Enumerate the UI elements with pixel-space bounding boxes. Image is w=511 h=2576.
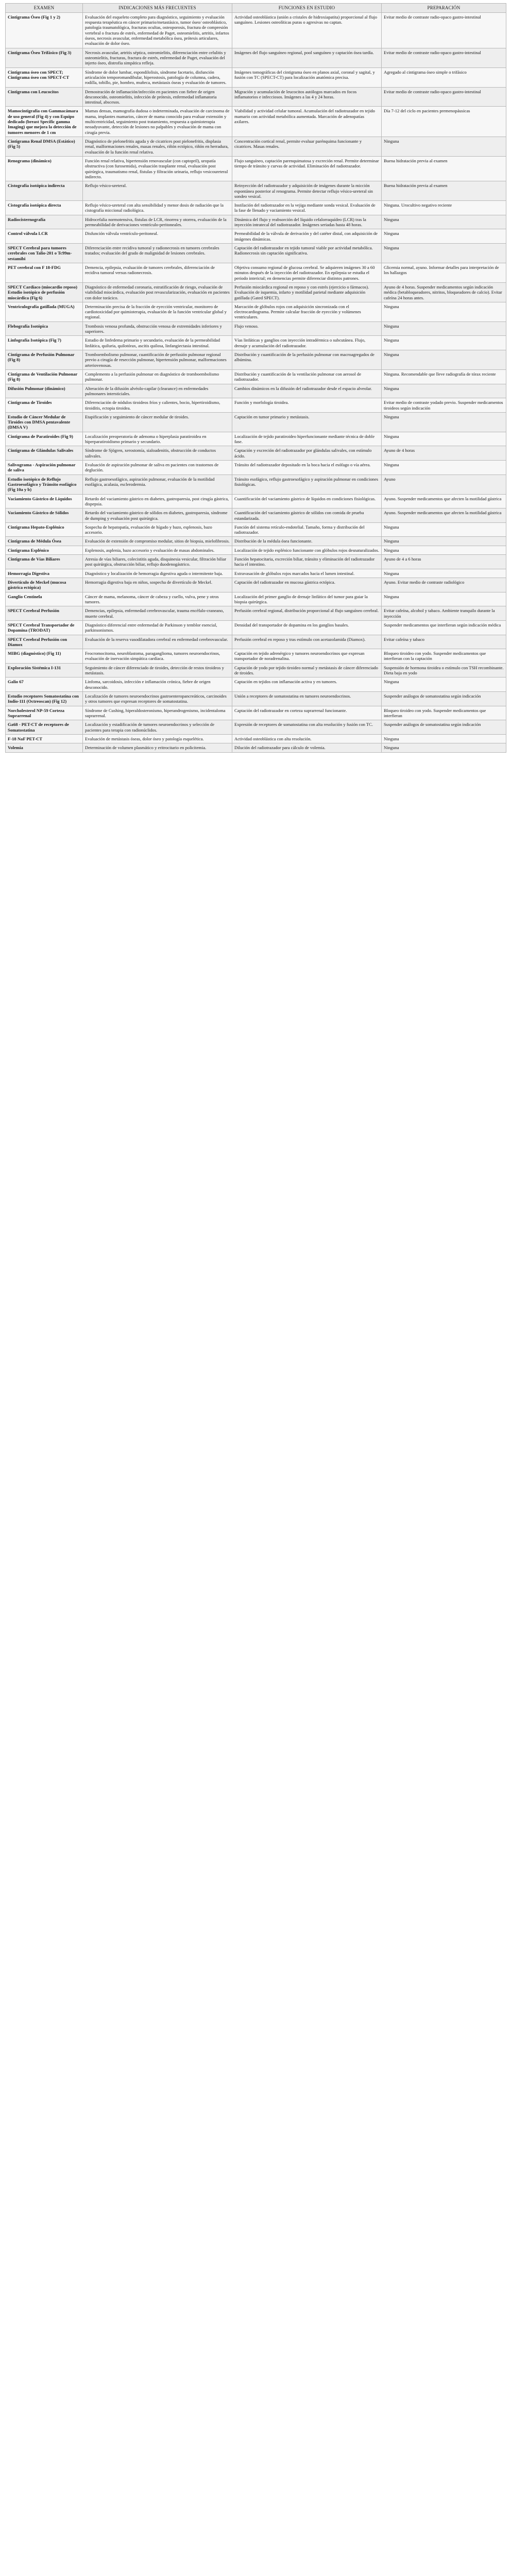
cell-preparation: Evitar cafeína y tabaco bbox=[382, 635, 506, 649]
table-row bbox=[6, 606, 506, 621]
cell-exam: SPECT Cerebral para tumores cerebrales con Talio-201 o Tc99m-sestamibi bbox=[6, 244, 83, 263]
cell-indications: Reflujo vésico-ureteral. bbox=[83, 181, 232, 201]
cell-preparation: Ninguna. Urocultivo negativo reciente bbox=[382, 201, 506, 215]
cell-indications: Diagnóstico y localización de hemorragia digestiva aguda o intermitente baja. bbox=[83, 569, 232, 578]
cell-indications: Seguimiento de cáncer diferenciado de tiroides, detección de restos tiroideos y metástasis. bbox=[83, 663, 232, 677]
cell-preparation: Suspensión de hormona tiroidea o estímulo con TSH recombinante. Dieta baja en yodo bbox=[382, 663, 506, 677]
cell-functions: Unión a receptores de somatostatina en tumores neuroendocrinos. bbox=[232, 692, 382, 706]
cell-exam: Cintigrama con Leucocitos bbox=[6, 87, 83, 107]
table-row bbox=[6, 743, 506, 752]
cell-functions: Localización de tejido paratiroideo hiperfuncionante mediante técnica de doble fase. bbox=[232, 432, 382, 446]
cell-functions: Actividad osteoblástica (unión a cristales de hidroxiapatita) proporcional al flujo sanguíneo. Lesiones osteolíticas puras o agresivas no captan. bbox=[232, 12, 382, 48]
cell-exam: F-18 NaF PET-CT bbox=[6, 734, 83, 743]
cell-functions: Distribución y cuantificación de la ventilación pulmonar con aerosol de radiotrazador. bbox=[232, 369, 382, 384]
cell-indications: Demostración de inflamación/infección en pacientes con fiebre de origen desconocido, osteomielitis, infección de prótesis, enfermedad inflamatoria intestinal, abscesos. bbox=[83, 87, 232, 107]
cell-preparation: Ayuno bbox=[382, 474, 506, 494]
cell-preparation: Ayuno de 4 horas. Suspender medicamentos según indicación médica (betabloqueadores, nitritos, bloqueadores de calcio). Evitar cafeína 24 horas antes. bbox=[382, 282, 506, 302]
table-row bbox=[6, 282, 506, 302]
cell-functions: Actividad osteoblástica con alta resolución. bbox=[232, 734, 382, 743]
cell-functions: Concentración cortical renal, permite evaluar parénquima funcionante y cicatrices. Masas renales. bbox=[232, 137, 382, 157]
cell-indications: Alteración de la difusión alvéolo-capilar (clearance) en enfermedades pulmonares intersticiales. bbox=[83, 384, 232, 398]
cell-exam: Hemorragia Digestiva bbox=[6, 569, 83, 578]
cell-preparation: Ayuno de 4 a 6 horas bbox=[382, 555, 506, 569]
cell-exam: Difusión Pulmonar (dinámico) bbox=[6, 384, 83, 398]
cell-functions: Captación del radiotrazador en corteza suprarrenal funcionante. bbox=[232, 706, 382, 720]
cell-functions: Migración y acumulación de leucocitos autólogos marcados en focos inflamatorios e infecciosos. Imágenes a las 4 y 24 horas. bbox=[232, 87, 382, 107]
table-row bbox=[6, 555, 506, 569]
table-row bbox=[6, 474, 506, 494]
cell-functions: Imágenes tomográficas del cintigrama óseo en planos axial, coronal y sagital, y fusión con TC (SPECT-CT) para localización anatómica precisa. bbox=[232, 67, 382, 87]
table-row bbox=[6, 569, 506, 578]
cell-indications: Evaluación del esqueleto completo para diagnóstico, seguimiento y evaluación respuesta terapéutica en cáncer primario/metastásico, tumor óseo/ osteoblástico, patología traumatológica, fracturas ocultas, osteoporosis, fractura de compresión vertebral o fractura de estrés, enfermedad de Paget, osteomielitis, artritis, infartos óseos, necrosis avascular, enfermedad metabólica ósea, prótesis articulares, evaluación de dolor óseo. bbox=[83, 12, 232, 48]
cell-indications: Esplenosis, asplenia, bazo accesorio y evaluación de masas abdominales. bbox=[83, 546, 232, 554]
cell-exam: Cintigrama de Ventilación Pulmonar (Fig 8) bbox=[6, 369, 83, 384]
cell-functions: Tránsito esofágico, reflujo gastroesofágico y aspiración pulmonar en condiciones fisiológicas. bbox=[232, 474, 382, 494]
cell-indications: Localización de tumores neuroendocrinos gastroenteropancreáticos, carcinoides y otros tumores que expresan receptores de somatostatina. bbox=[83, 692, 232, 706]
table-body bbox=[6, 12, 506, 752]
cell-preparation: Ayuno de 4 horas bbox=[382, 446, 506, 461]
table-row bbox=[6, 649, 506, 664]
table-row bbox=[6, 244, 506, 263]
cell-indications: Feocromocitoma, neuroblastoma, paraganglioma, tumores neuroendocrinos, evaluación de inervación simpática cardíaca. bbox=[83, 649, 232, 664]
table-row bbox=[6, 48, 506, 67]
table-row bbox=[6, 107, 506, 137]
cell-exam: Divertículo de Meckel (mucosa gástrica ectópica) bbox=[6, 578, 83, 592]
cell-functions: Imágenes del flujo sanguíneo regional, pool sanguíneo y captación ósea tardía. bbox=[232, 48, 382, 67]
cell-indications: Necrosis avascular, artritis séptica, osteomielitis, diferenciación entre celulitis y osteomielitis, fracturas, fractura de estrés, enfermedad de Paget, evaluación del injerto óseo, distrofia simpática refleja. bbox=[83, 48, 232, 67]
cell-preparation: Ninguna bbox=[382, 461, 506, 475]
cell-functions: Viabilidad y actividad celular tumoral. Acumulación del radiotrazador en tejido mamario con actividad metabólica aumentada. Marcación de adenopatías axilares. bbox=[232, 107, 382, 137]
cell-preparation: Ninguna bbox=[382, 350, 506, 370]
cell-preparation: Ninguna bbox=[382, 677, 506, 692]
header-indications: INDICACIONES MÁS FRECUENTES bbox=[83, 4, 232, 13]
cell-exam: Cintigrama Renal DMSA (Estático) (Fig 5) bbox=[6, 137, 83, 157]
cell-exam: MIBG (diagnóstico) (Fig 11) bbox=[6, 649, 83, 664]
cell-preparation: Evitar medio de contraste radio-opaco gastro-intestinal bbox=[382, 12, 506, 48]
cell-indications: Síndrome de dolor lumbar, espondilolisis, síndrome facetario, disfunción articulación temporomandibular, hiperostosis, patología de columna, cadera, rodilla, tobillo, pie, hombro, muñeca, metástasis óseas y evaluación de tumores. bbox=[83, 67, 232, 87]
cell-exam: Cintigrama Esplénico bbox=[6, 546, 83, 554]
cell-functions: Densidad del transportador de dopamina en los ganglios basales. bbox=[232, 620, 382, 635]
cell-indications: Diferenciación entre recidiva tumoral y radionecrosis en tumores cerebrales tratados; evaluación del grado de malignidad de lesiones cerebrales. bbox=[83, 244, 232, 263]
cell-indications: Síndrome de Sjögren, xerostomía, sialoadenitis, obstrucción de conductos salivales. bbox=[83, 446, 232, 461]
cell-functions: Función del sistema retículo-endotelial. Tamaño, forma y distribución del radiotrazador. bbox=[232, 522, 382, 537]
cell-functions: Perfusión miocárdica regional en reposo y con estrés (ejercicio o fármacos). Evaluación de isquemia, infarto y motilidad parietal mediante adquisición gatillada (Gated SPECT). bbox=[232, 282, 382, 302]
cell-indications: Síndrome de Cushing, hiperaldosteronismo, hiperandrogenismo, incidentaloma suprarrenal. bbox=[83, 706, 232, 720]
table-row bbox=[6, 720, 506, 735]
table-row bbox=[6, 546, 506, 554]
table-row bbox=[6, 432, 506, 446]
cell-exam: Ganglio Centinela bbox=[6, 592, 83, 606]
cell-indications: Evaluación de la reserva vasodilatadora cerebral en enfermedad cerebrovascular. bbox=[83, 635, 232, 649]
cell-exam: Cistografía isotópica indirecta bbox=[6, 181, 83, 201]
cell-functions: Localización del primer ganglio de drenaje linfático del tumor para guiar la biopsia quirúrgica. bbox=[232, 592, 382, 606]
cell-indications: Etapificación y seguimiento de cáncer medular de tiroides. bbox=[83, 412, 232, 432]
table-row bbox=[6, 87, 506, 107]
cell-exam: Ventriculografía gatillada (MUGA) bbox=[6, 302, 83, 321]
table-row bbox=[6, 181, 506, 201]
cell-indications: Sospecha de hepatopatía, evaluación de hígado y bazo, esplenosis, bazo accesorio. bbox=[83, 522, 232, 537]
table-row bbox=[6, 537, 506, 546]
cell-functions: Marcación de glóbulos rojos con adquisición sincronizada con el electrocardiograma. Permite calcular fracción de eyección y volúmenes ventriculares. bbox=[232, 302, 382, 321]
cell-functions: Perfusión cerebral en reposo y tras estímulo con acetazolamida (Diamox). bbox=[232, 635, 382, 649]
table-row bbox=[6, 677, 506, 692]
cell-indications: Demencia, epilepsia, evaluación de tumores cerebrales, diferenciación de recidiva tumoral versus radionecrosis. bbox=[83, 263, 232, 282]
cell-exam: Cintigrama de Tiroides bbox=[6, 398, 83, 413]
cell-exam: Estudio de Cáncer Medular de Tiroides con DMSA pentavalente (DMSA V) bbox=[6, 412, 83, 432]
cell-preparation: Suspender medicamentos que interfieran según indicación médica bbox=[382, 620, 506, 635]
cell-preparation: Ninguna bbox=[382, 229, 506, 244]
table-row bbox=[6, 522, 506, 537]
cell-exam: Volemia bbox=[6, 743, 83, 752]
table-row bbox=[6, 336, 506, 350]
cell-exam: Linfografía Isotópica (Fig 7) bbox=[6, 336, 83, 350]
cell-exam: Cintigrama óseo con SPECT; Cintigrama óseo con SPECT-CT bbox=[6, 67, 83, 87]
cell-preparation: Evitar cafeína, alcohol y tabaco. Ambiente tranquilo durante la inyección bbox=[382, 606, 506, 621]
table-row bbox=[6, 398, 506, 413]
table-row bbox=[6, 350, 506, 370]
cell-functions: Captación de yodo por tejido tiroideo normal y metástasis de cáncer diferenciado de tiroides. bbox=[232, 663, 382, 677]
cell-exam: Exploración Sistémica I-131 bbox=[6, 663, 83, 677]
table-row bbox=[6, 215, 506, 229]
cell-preparation: Agregado al cintigrama óseo simple o trifásico bbox=[382, 67, 506, 87]
cell-exam: Norcholesterol NP-59 Corteza Suprarrenal bbox=[6, 706, 83, 720]
cell-functions: Instilación del radiotrazador en la vejiga mediante sonda vesical. Evaluación de la fase de llenado y vaciamiento vesical. bbox=[232, 201, 382, 215]
header-row bbox=[6, 4, 506, 13]
cell-functions: Flujo venoso. bbox=[232, 321, 382, 336]
cell-exam: SPECT Cerebral Perfusión bbox=[6, 606, 83, 621]
table-row bbox=[6, 201, 506, 215]
cell-functions: Tránsito del radiotrazador depositado en la boca hacia el esófago o vía aérea. bbox=[232, 461, 382, 475]
cell-exam: Cintigrama de Vías Biliares bbox=[6, 555, 83, 569]
cell-functions: Flujo sanguíneo, captación parenquimatosa y excreción renal. Permite determinar tiempo de tránsito y curvas de actividad. Eliminación del radiotrazador. bbox=[232, 156, 382, 181]
cell-indications: Diferenciación de nódulos tiroideos fríos y calientes, bocio, hipertiroidismo, tiroiditis, ectopia tiroidea. bbox=[83, 398, 232, 413]
cell-preparation: Glicemia normal, ayuno. Informar detalles para interpretación de los hallazgos bbox=[382, 263, 506, 282]
table-row bbox=[6, 734, 506, 743]
cell-preparation: Ninguna bbox=[382, 412, 506, 432]
cell-indications: Localización preoperatoria de adenoma o hiperplasia paratiroidea en hiperparatiroidismo primario y secundario. bbox=[83, 432, 232, 446]
cell-indications: Reflujo vésico-ureteral con alta sensibilidad y menor dosis de radiación que la cistografía miccional radiológica. bbox=[83, 201, 232, 215]
cell-functions: Distribución y cuantificación de la perfusión pulmonar con macroagregados de albúmina. bbox=[232, 350, 382, 370]
cell-preparation: Evitar medio de contraste yodado previo. Suspender medicamentos tiroideos según indicación bbox=[382, 398, 506, 413]
cell-exam: Mamocintigrafía con Gammacámara de uso general (Fig 4) y con Equipo dedicado (breast Specific gamma Imaging) que mejora la detección de tumores menores de 1 cm bbox=[6, 107, 83, 137]
cell-indications: Hemorragia digestiva baja en niños, sospecha de divertículo de Meckel. bbox=[83, 578, 232, 592]
cell-indications: Trombosis venosa profunda, obstrucción venosa de extremidades inferiores y superiores. bbox=[83, 321, 232, 336]
cell-exam: Estudio receptores Somatostatina con Indio-111 (Octreoscan) (Fig 12) bbox=[6, 692, 83, 706]
cell-indications: Estudio de linfedema primario y secundario, evaluación de la permeabilidad linfática, quiluria, quilotórax, ascitis quilosa, linfangiectasia intestinal. bbox=[83, 336, 232, 350]
cell-exam: Galio 67 bbox=[6, 677, 83, 692]
cell-preparation: Ninguna. Recomendable que lleve radiografía de tórax reciente bbox=[382, 369, 506, 384]
cell-preparation: Bloqueo tiroideo con yodo. Suspender medicamentos que interfieran bbox=[382, 706, 506, 720]
cell-preparation: Ninguna bbox=[382, 244, 506, 263]
cell-exam: Radiocisternografía bbox=[6, 215, 83, 229]
cell-functions: Dilución del radiotrazador para cálculo de volemia. bbox=[232, 743, 382, 752]
cell-exam: Ga68 - PET-CT de receptores de Somatostatina bbox=[6, 720, 83, 735]
table-row bbox=[6, 635, 506, 649]
table-row bbox=[6, 67, 506, 87]
cell-indications: Diagnóstico de enfermedad coronaria, estratificación de riesgo, evaluación de viabilidad miocárdica, evaluación post revascularización, evaluación en pacientes con dolor torácico. bbox=[83, 282, 232, 302]
cell-exam: Flebografía Isotópica bbox=[6, 321, 83, 336]
cell-indications: Disfunción válvula ventrículo-peritoneal. bbox=[83, 229, 232, 244]
table-row bbox=[6, 706, 506, 720]
cell-preparation: Día 7-12 del ciclo en pacientes premenopáusicas bbox=[382, 107, 506, 137]
cell-functions: Cuantificación del vaciamiento gástrico de líquidos en condiciones fisiológicas. bbox=[232, 494, 382, 509]
cell-exam: Cintigrama Óseo (Fig 1 y 2) bbox=[6, 12, 83, 48]
header-preparation: PREPARACIÓN bbox=[382, 4, 506, 13]
cell-functions: Función hepatocitaria, excreción biliar, tránsito y eliminación del radiotrazador hacia el intestino. bbox=[232, 555, 382, 569]
cell-preparation: Ayuno. Suspender medicamentos que afecten la motilidad gástrica bbox=[382, 494, 506, 509]
table-row bbox=[6, 229, 506, 244]
cell-functions: Captación del radiotrazador en tejido tumoral viable por actividad metabólica. Radionecrosis sin captación significativa. bbox=[232, 244, 382, 263]
table-row bbox=[6, 12, 506, 48]
cell-preparation: Suspender análogos de somatostatina según indicación bbox=[382, 720, 506, 735]
cell-exam: Estudio isotópico de Reflujo Gastroesofágico y Tránsito esofágico (Fig 10a y b) bbox=[6, 474, 83, 494]
cell-indications: Linfoma, sarcoidosis, infección e inflamación crónica, fiebre de origen desconocido. bbox=[83, 677, 232, 692]
cell-functions: Cuantificación del vaciamiento gástrico de sólidos con comida de prueba estandarizada. bbox=[232, 509, 382, 523]
cell-preparation: Ninguna bbox=[382, 384, 506, 398]
cell-indications: Atresia de vías biliares, colecistitis aguda, disquinesia vesicular, filtración biliar post quirúrgica, obstrucción biliar, reflujo duodenogástrico. bbox=[83, 555, 232, 569]
cell-functions: Extravasación de glóbulos rojos marcados hacia el lumen intestinal. bbox=[232, 569, 382, 578]
cell-exam: Renograma (dinámico) bbox=[6, 156, 83, 181]
cell-preparation: Ninguna bbox=[382, 336, 506, 350]
cell-exam: SPECT Cardíaco (miocardio reposo) Estudio isotópico de perfusión miocárdica (Fig 6) bbox=[6, 282, 83, 302]
cell-preparation: Ayuno. Suspender medicamentos que afecten la motilidad gástrica bbox=[382, 509, 506, 523]
table-row bbox=[6, 384, 506, 398]
exams-table bbox=[5, 3, 506, 753]
cell-functions: Perfusión cerebral regional, distribución proporcional al flujo sanguíneo cerebral. bbox=[232, 606, 382, 621]
cell-indications: Localización y estadificación de tumores neuroendocrinos y selección de pacientes para terapia con radionúclidos. bbox=[83, 720, 232, 735]
cell-functions: Localización de tejido esplénico funcionante con glóbulos rojos desnaturalizados. bbox=[232, 546, 382, 554]
cell-functions: Cambios dinámicos en la difusión del radiotrazador desde el espacio alveolar. bbox=[232, 384, 382, 398]
cell-preparation: Buena hidratación previa al examen bbox=[382, 181, 506, 201]
cell-preparation: Ayuno. Evitar medio de contraste radiológico bbox=[382, 578, 506, 592]
cell-functions: Expresión de receptores de somatostatina con alta resolución y fusión con TC. bbox=[232, 720, 382, 735]
cell-indications: Evaluación de metástasis óseas, dolor óseo y patología esquelética. bbox=[83, 734, 232, 743]
cell-indications: Demencias, epilepsia, enfermedad cerebrovascular, trauma encéfalo-craneano, muerte cerebral. bbox=[83, 606, 232, 621]
cell-functions: Reinyección del radiotrazador y adquisición de imágenes durante la micción espontánea posterior al renograma. Permite detectar reflujo vésico-ureteral sin sondeo vesical. bbox=[232, 181, 382, 201]
cell-preparation: Suspender análogos de somatostatina según indicación bbox=[382, 692, 506, 706]
table-row bbox=[6, 156, 506, 181]
table-row bbox=[6, 578, 506, 592]
cell-functions: Captación del radiotrazador en mucosa gástrica ectópica. bbox=[232, 578, 382, 592]
cell-exam: Cistografía isotópica directa bbox=[6, 201, 83, 215]
cell-preparation: Ninguna bbox=[382, 522, 506, 537]
cell-preparation: Ninguna bbox=[382, 743, 506, 752]
header-functions: FUNCIONES EN ESTUDIO bbox=[232, 4, 382, 13]
table-row bbox=[6, 302, 506, 321]
table-header bbox=[6, 4, 506, 13]
cell-exam: Cintigrama de Glándulas Salivales bbox=[6, 446, 83, 461]
cell-indications: Complemento a la perfusión pulmonar en diagnóstico de tromboembolismo pulmonar. bbox=[83, 369, 232, 384]
cell-indications: Diagnóstico de pielonefritis aguda y de cicatrices post pielonefritis, displasia renal, malformaciones renales, masas renales, riñón ectópico, riñón en herradura, evaluación de la función renal relativa. bbox=[83, 137, 232, 157]
cell-indications: Retardo del vaciamiento gástrico de sólidos en diabetes, gastroparesia, síndrome de dumping y evaluación post quirúrgica. bbox=[83, 509, 232, 523]
cell-preparation: Ninguna bbox=[382, 546, 506, 554]
cell-indications: Función renal relativa, hipertensión renovascular (con captopril), uropatía obstructiva (con furosemida), evaluación trasplante renal, evaluación post quirúrgica, traumatismo renal, fístulas y filtración urinaria, reflujo vesicoureteral indirecto. bbox=[83, 156, 232, 181]
cell-indications: Mamas densas, mamografía dudosa o indeterminada, evaluación de carcinoma de mama, implantes mamarios, cáncer de mama conocido para evaluar extensión y multicentricidad, seguimiento post tratamiento, respuesta a quimioterapia neoadyuvante, detección de lesiones no palpables y evaluación de mama con cirugía previa. bbox=[83, 107, 232, 137]
cell-exam: Cintigrama Hepato-Esplénico bbox=[6, 522, 83, 537]
cell-exam: Cintigrama de Perfusión Pulmonar (Fig 8) bbox=[6, 350, 83, 370]
table-row bbox=[6, 446, 506, 461]
cell-preparation: Ninguna bbox=[382, 569, 506, 578]
table-row bbox=[6, 369, 506, 384]
cell-preparation: Ninguna bbox=[382, 537, 506, 546]
cell-indications: Evaluación de aspiración pulmonar de saliva en pacientes con trastornos de deglución. bbox=[83, 461, 232, 475]
cell-preparation: Buena hidratación previa al examen bbox=[382, 156, 506, 181]
cell-exam: SPECT Cerebral Perfusión con Diamox bbox=[6, 635, 83, 649]
cell-indications: Evaluación de extensión de compromiso medular, sitios de biopsia, mielofibrosis. bbox=[83, 537, 232, 546]
table-row bbox=[6, 494, 506, 509]
cell-functions: Captación en tejido adrenérgico y tumores neuroendocrinos que expresan transportador de noradrenalina. bbox=[232, 649, 382, 664]
cell-functions: Dinámica del flujo y reabsorción del líquido cefalorraquídeo (LCR) tras la inyección intratecal del radiotrazador. Imágenes seriadas hasta 48 horas. bbox=[232, 215, 382, 229]
cell-preparation: Ninguna bbox=[382, 302, 506, 321]
cell-preparation: Ninguna bbox=[382, 137, 506, 157]
header-exam: EXAMEN bbox=[6, 4, 83, 13]
cell-indications: Tromboembolismo pulmonar, cuantificación de perfusión pulmonar regional previo a cirugía de resección pulmonar, hipertensión pulmonar, malformaciones arteriovenosas. bbox=[83, 350, 232, 370]
cell-preparation: Ninguna bbox=[382, 215, 506, 229]
table-row bbox=[6, 620, 506, 635]
cell-preparation: Ninguna bbox=[382, 592, 506, 606]
cell-preparation: Evitar medio de contraste radio-opaco gastro-intestinal bbox=[382, 87, 506, 107]
table-row bbox=[6, 263, 506, 282]
table-row bbox=[6, 461, 506, 475]
cell-functions: Captación y excreción del radiotrazador por glándulas salivales, con estímulo ácido. bbox=[232, 446, 382, 461]
cell-functions: Vías linfáticas y ganglios con inyección intradérmica o subcutánea. Flujo, drenaje y acumulación del radiotrazador. bbox=[232, 336, 382, 350]
cell-preparation: Ninguna bbox=[382, 321, 506, 336]
cell-indications: Retardo del vaciamiento gástrico en diabetes, gastroparesia, post cirugía gástrica, dispepsia. bbox=[83, 494, 232, 509]
cell-preparation: Ninguna bbox=[382, 734, 506, 743]
cell-exam: Vaciamiento Gástrico de Líquidos bbox=[6, 494, 83, 509]
cell-preparation: Bloqueo tiroideo con yodo. Suspender medicamentos que interfieran con la captación bbox=[382, 649, 506, 664]
cell-exam: Salivograma - Aspiración pulmonar de saliva bbox=[6, 461, 83, 475]
cell-exam: Cintigrama Óseo Trifásico (Fig 3) bbox=[6, 48, 83, 67]
cell-indications: Diagnóstico diferencial entre enfermedad de Parkinson y temblor esencial, parkinsonismos. bbox=[83, 620, 232, 635]
document-page bbox=[5, 3, 506, 753]
table-row bbox=[6, 509, 506, 523]
cell-indications: Determinación de volumen plasmático y eritrocitario en policitemia. bbox=[83, 743, 232, 752]
cell-indications: Hidrocefalia normotensiva, fístulas de LCR, rinorrea y otorrea, evaluación de la permeabilidad de derivaciones ventrículo-peritoneales. bbox=[83, 215, 232, 229]
cell-functions: Permeabilidad de la válvula de derivación y del catéter distal, con adquisición de imágenes dinámicas. bbox=[232, 229, 382, 244]
cell-exam: Vaciamiento Gástrico de Sólidos bbox=[6, 509, 83, 523]
cell-exam: Cintigrama de Médula Ósea bbox=[6, 537, 83, 546]
cell-exam: SPECT Cerebral Transportador de Dopamina (TRODAT) bbox=[6, 620, 83, 635]
cell-exam: Control válvula LCR bbox=[6, 229, 83, 244]
cell-indications: Determinación precisa de la fracción de eyección ventricular, monitoreo de cardiotoxicidad por quimioterapia, evaluación de la función ventricular global y regional. bbox=[83, 302, 232, 321]
cell-functions: Captación en tejidos con inflamación activa y en tumores. bbox=[232, 677, 382, 692]
table-row bbox=[6, 692, 506, 706]
cell-functions: Captación en tumor primario y metástasis. bbox=[232, 412, 382, 432]
cell-indications: Reflujo gastroesofágico, aspiración pulmonar, evaluación de la motilidad esofágica, acalasia, esclerodermia. bbox=[83, 474, 232, 494]
table-row bbox=[6, 137, 506, 157]
cell-functions: Distribución de la médula ósea funcionante. bbox=[232, 537, 382, 546]
cell-functions: Objetiva consumo regional de glucosa cerebral. Se adquieren imágenes 30 a 60 minutos después de la inyección del radiotrazador. En epilepsia se estudia el periodo interictal; en demencias permite diferenciar distintos patrones. bbox=[232, 263, 382, 282]
cell-preparation: Evitar medio de contraste radio-opaco gastro-intestinal bbox=[382, 48, 506, 67]
cell-exam: Cintigrama de Paratiroides (Fig 9) bbox=[6, 432, 83, 446]
table-row bbox=[6, 321, 506, 336]
cell-preparation: Ninguna bbox=[382, 432, 506, 446]
table-row bbox=[6, 663, 506, 677]
table-row bbox=[6, 592, 506, 606]
cell-exam: PET cerebral con F 18-FDG bbox=[6, 263, 83, 282]
cell-functions: Función y morfología tiroidea. bbox=[232, 398, 382, 413]
table-row bbox=[6, 412, 506, 432]
cell-indications: Cáncer de mama, melanoma, cáncer de cabeza y cuello, vulva, pene y otros tumores. bbox=[83, 592, 232, 606]
